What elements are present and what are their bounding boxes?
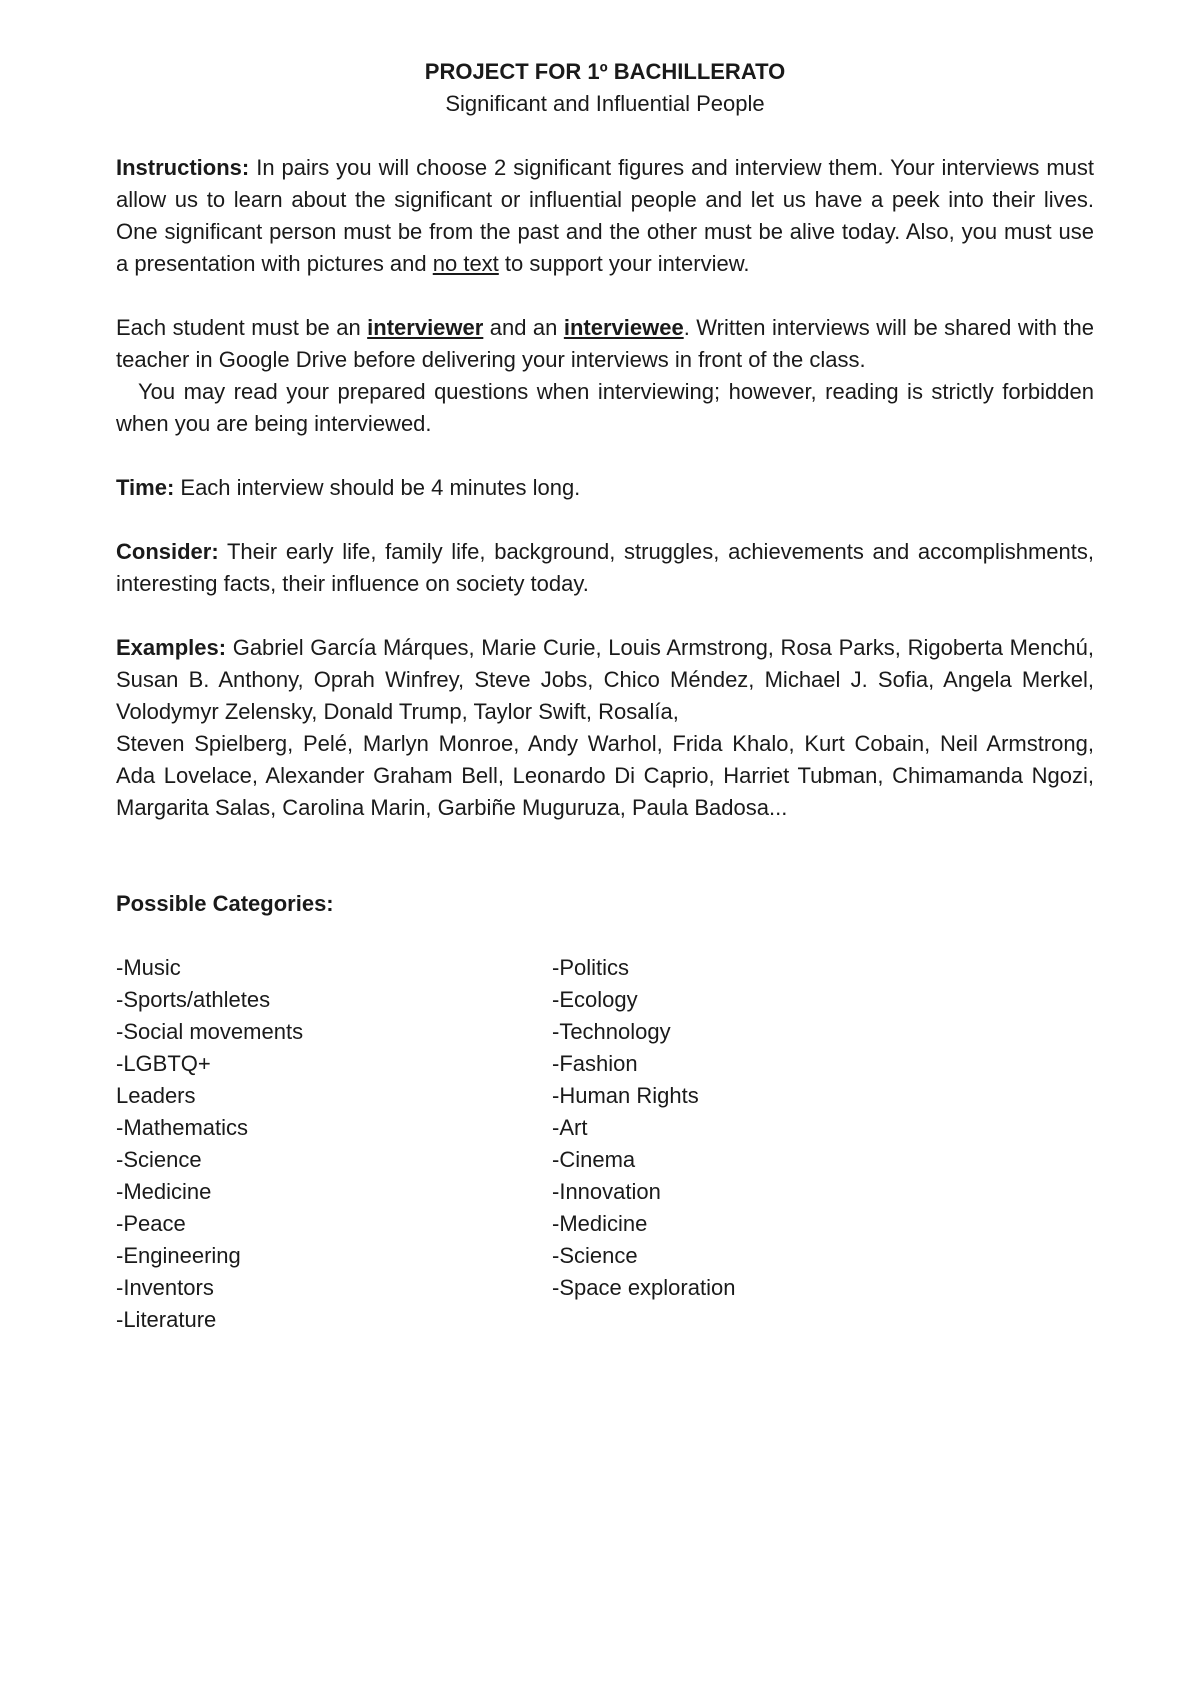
time-paragraph [116,472,1094,504]
categories-left-column [116,952,552,1336]
category-item: -Peace [116,1211,186,1236]
category-item: -Literature [116,1307,217,1332]
interviewee-term: interviewee [563,315,684,340]
instructions-text-b: to support your interview. [498,251,750,276]
category-item: -Science [552,1243,638,1268]
category-item: -Politics [552,955,630,980]
category-item: -Innovation [552,1179,661,1204]
category-item: -Sports/athletes [116,987,271,1012]
category-item: -Art [552,1115,588,1140]
consider-paragraph [116,536,1094,600]
no-text-underlined: no text [432,251,499,276]
roles-text-b: and an [483,315,564,340]
examples-paragraph [116,632,1094,728]
interviewer-term: interviewer [367,315,484,340]
time-label: Time: [116,475,175,500]
category-item: -Fashion [552,1051,638,1076]
roles-text-c: . Written interviews will be shared with the teacher in Google Drive before delivering your interviews in front of the class. [116,315,1094,372]
category-item: -LGBTQ+ [116,1051,211,1076]
categories-right-column [552,952,1052,1336]
instructions-paragraph [116,152,1094,280]
category-item: Leaders [116,1083,196,1108]
document-page [116,56,1094,1336]
category-item: -Science [116,1147,202,1172]
category-item: -Medicine [116,1179,212,1204]
category-item: -Music [116,955,181,980]
examples-paragraph-continued: Steven Spielberg, Pelé, Marlyn Monroe, Andy Warhol, Frida Khalo, Kurt Cobain, Neil Armstrong, Ada Lovelace, Alexander Graham Bell, Leonardo Di Caprio, Harriet Tubman, Chimamanda Ngozi, Margarita Salas, Carolina Marin, Garbiñe Muguruza, Paula Badosa... [116,731,1094,820]
time-text: Each interview should be 4 minutes long. [174,475,581,500]
category-item: -Ecology [552,987,638,1012]
examples-label: Examples: [116,635,227,660]
consider-label: Consider: [116,539,219,564]
categories-list [116,952,1094,1336]
document-title: PROJECT FOR 1º BACHILLERATO [424,59,786,84]
category-item: -Human Rights [552,1083,699,1108]
category-item: -Engineering [116,1243,241,1268]
category-item: -Space exploration [552,1275,736,1300]
category-item: -Inventors [116,1275,214,1300]
roles-paragraph [116,312,1094,376]
document-subtitle: Significant and Influential People [445,91,765,116]
consider-text: Their early life, family life, background, struggles, achievements and accomplishments, interesting facts, their influence on society today. [116,539,1094,596]
category-item: -Social movements [116,1019,304,1044]
roles-text-a: Each student must be an [116,315,368,340]
category-item: -Medicine [552,1211,648,1236]
instructions-label: Instructions: [116,155,250,180]
instructions-text-a: In pairs you will choose 2 significant figures and interview them. Your interviews must allow us to learn about the significant or influential people and let us have a peek into their lives. One significant person must be from the past and the other must be alive today. Also, you must use a presentation with pictures and [116,155,1094,276]
category-item: -Cinema [552,1147,636,1172]
categories-heading: Possible Categories: [116,891,334,916]
category-item: -Technology [552,1019,671,1044]
examples-text-a: Gabriel García Márques, Marie Curie, Louis Armstrong, Rosa Parks, Rigoberta Menchú, Susan B. Anthony, Oprah Winfrey, Steve Jobs, Chico Méndez, Michael J. Sofia, Angela Merkel, Volodymyr Zelensky, Donald Trump, Taylor Swift, Rosalía, [116,635,1094,724]
reading-note-paragraph: You may read your prepared questions when interviewing; however, reading is strictly forbidden when you are being interviewed. [116,379,1094,436]
category-item: -Mathematics [116,1115,249,1140]
